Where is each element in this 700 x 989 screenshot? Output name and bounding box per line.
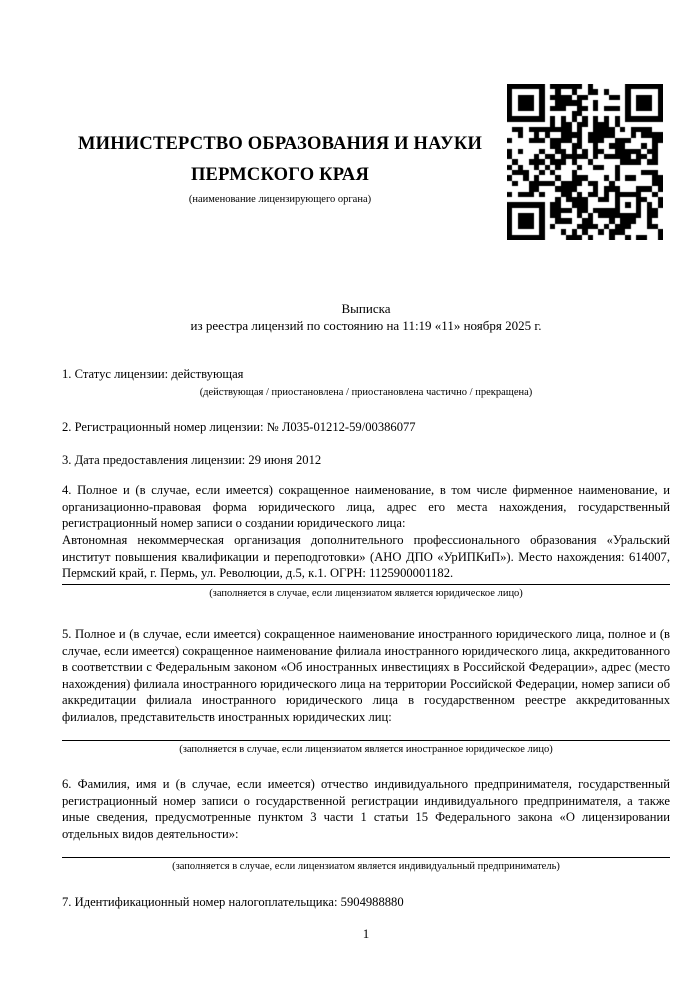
qr-code bbox=[507, 84, 663, 240]
authority-caption: (наименование лицензирующего органа) bbox=[188, 194, 372, 205]
legal-entity-statement: 4. Полное и (в случае, если имеется) сокращенное наименование, в том числе фирменное наименование, и организационно-правовая форма юридического лица, адрес его места нахождения, государственный регистрационный номер записи о создании юридического лица: bbox=[62, 483, 670, 531]
taxpayer-id-text: 7. Идентификационный номер налогоплательщика: 5904988880 bbox=[62, 895, 404, 909]
foreign-entity-statement: 5. Полное и (в случае, если имеется) сокращенное наименование иностранного юридического лица, полное и (в случае, если имеется) сокращенное наименование филиала иностранного юридического лица, аккредитованного в соответствии с Федеральным законом «Об иностранных инвестициях в Российской Федерации», адрес (место нахождения) филиала иностранного юридического лица на территории Российской Федерации, номер записи об аккредитации филиала иностранного юридического лица в государственном реестре аккредитованных филиалов, представительств иностранных юридических лиц: bbox=[62, 627, 670, 724]
page-number: 1 bbox=[362, 926, 370, 941]
document-title bbox=[62, 300, 670, 334]
legal-entity-caption: (заполняется в случае, если лицензиатом является юридическое лицо) bbox=[209, 588, 523, 599]
title-line1: Выписка bbox=[341, 301, 391, 316]
legal-entity-rule bbox=[62, 584, 670, 585]
item-foreign-entity bbox=[62, 626, 670, 756]
entrepreneur-rule bbox=[62, 857, 670, 858]
foreign-entity-caption: (заполняется в случае, если лицензиатом является иностранное юридическое лицо) bbox=[179, 744, 553, 755]
registration-number-text: 2. Регистрационный номер лицензии: № Л035-01212-59/00386077 bbox=[62, 420, 416, 434]
foreign-entity-rule bbox=[62, 740, 670, 741]
grant-date-text: 3. Дата предоставления лицензии: 29 июня 2012 bbox=[62, 453, 322, 467]
authority-name-line2: ПЕРМСКОГО КРАЯ bbox=[190, 165, 370, 185]
license-status-caption: (действующая / приостановлена / приостановлена частично / прекращена) bbox=[199, 386, 533, 398]
authority-name-line1: МИНИСТЕРСТВО ОБРАЗОВАНИЯ И НАУКИ bbox=[77, 134, 483, 154]
item-taxpayer-id bbox=[62, 894, 670, 911]
legal-entity-value: Автономная некоммерческая организация дополнительного профессионального образования «Уральский институт повышения квалификации и переподготовки» (АНО ДПО «УрИПКиП»). Место нахождения: 614007, Пермский край, г. Пермь, ул. Революции, д.5, к.1. ОГРН: 1125900001182. bbox=[62, 533, 670, 581]
license-status-text: 1. Статус лицензии: действующая bbox=[62, 367, 244, 381]
item-legal-entity bbox=[62, 482, 670, 600]
item-entrepreneur bbox=[62, 776, 670, 873]
item-grant-date bbox=[62, 452, 670, 469]
item-registration-number bbox=[62, 419, 670, 436]
licensing-authority-header bbox=[62, 129, 498, 206]
title-line2: из реестра лицензий по состоянию на 11:19 «11» ноября 2025 г. bbox=[190, 318, 542, 333]
entrepreneur-statement: 6. Фамилия, имя и (в случае, если имеется) отчество индивидуального предпринимателя, государственный регистрационный номер записи о государственной регистрации индивидуального предпринимателя, а также иные сведения, предусмотренные пунктом 3 части 1 статьи 15 Федерального закона «О лицензировании отдельных видов деятельности»: bbox=[62, 777, 670, 841]
entrepreneur-caption: (заполняется в случае, если лицензиатом является индивидуальный предприниматель) bbox=[172, 861, 560, 872]
item-license-status bbox=[62, 366, 670, 399]
